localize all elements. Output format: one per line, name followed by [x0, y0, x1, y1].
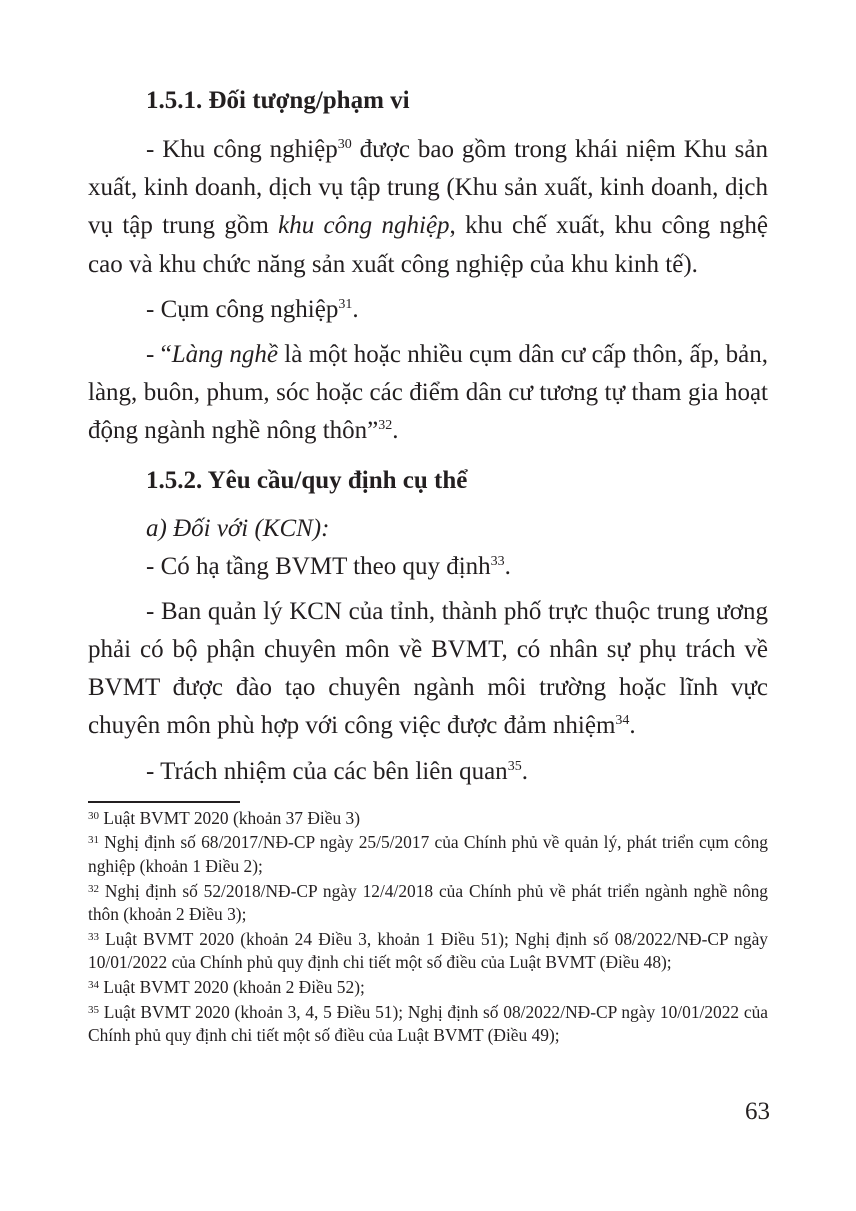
- footnote-32: $^{32}$ Nghị định số 52/2018/NĐ-CP ngày 12/4/2018 của Chính phủ về phát triển ngành nghề nông thôn (khoản 2 Điều 3);: [88, 880, 768, 925]
- footnote-ref-33[interactable]: 33: [490, 553, 505, 569]
- footnote-separator: [88, 801, 240, 803]
- page-number: 63: [745, 1098, 770, 1125]
- footnote-ref-35[interactable]: 35: [507, 758, 522, 774]
- paragraph-ban-quan-ly: - Ban quản lý KCN của tỉnh, thành phố trực thuộc trung ương phải có bộ phận chuyên môn về BVMT, có nhân sự phụ trách về BVMT được đào tạo chuyên ngành môi trường hoặc lĩnh vực chuyên môn phù hợp với công việc được đảm nhiệm$^{34}$.: [88, 597, 768, 740]
- section-heading-1-5-2: 1.5.2. Yêu cầu/quy định cụ thể: [146, 466, 468, 494]
- page-content: [88, 78, 768, 1049]
- section-heading-1-5-1: 1.5.1. Đối tượng/phạm vi: [146, 87, 410, 114]
- footnotes: [88, 807, 768, 1048]
- subheading-kcn: a) Đối với (KCN):: [146, 514, 330, 542]
- footnote-31: $^{31}$ Nghị định số 68/2017/NĐ-CP ngày 25/5/2017 của Chính phủ về quản lý, phát triển cụm công nghiệp (khoản 1 Điều 2);: [88, 832, 768, 877]
- footnote-ref-34[interactable]: 34: [615, 713, 630, 729]
- footnote-34: $^{34}$ Luật BVMT 2020 (khoản 2 Điều 52);: [88, 977, 365, 997]
- footnote-35: $^{35}$ Luật BVMT 2020 (khoản 3, 4, 5 Điều 51); Nghị định số 08/2022/NĐ-CP ngày 10/01/2022 của Chính phủ quy định chi tiết một số điều của Luật BVMT (Điều 49);: [88, 1001, 768, 1046]
- footnote-ref-31[interactable]: 31: [338, 296, 353, 312]
- footnote-33: $^{33}$ Luật BVMT 2020 (khoản 24 Điều 3, khoản 1 Điều 51); Nghị định số 08/2022/NĐ-CP ngày 10/01/2022 của Chính phủ quy định chi tiết một số điều của Luật BVMT (Điều 48);: [88, 928, 768, 973]
- footnote-30: $^{30}$ Luật BVMT 2020 (khoản 37 Điều 3): [88, 807, 360, 828]
- paragraph-trach-nhiem: - Trách nhiệm của các bên liên quan$^{35}$.: [146, 757, 528, 785]
- paragraph-khu-cong-nghiep: - Khu công nghiệp$^{30}$ được bao gồm trong khái niệm Khu sản xuất, kinh doanh, dịch vụ tập trung (Khu sản xuất, kinh doanh, dịch vụ tập trung gồm khu công nghiệp, khu chế xuất, khu công nghệ cao và khu chức năng sản xuất công nghiệp của khu kinh tế).: [88, 136, 769, 278]
- paragraph-cum-cong-nghiep: - Cụm công nghiệp$^{31}$.: [146, 295, 359, 323]
- paragraph-ha-tang: - Có hạ tầng BVMT theo quy định$^{33}$.: [146, 552, 511, 580]
- paragraph-lang-nghe: - “Làng nghề là một hoặc nhiều cụm dân cư cấp thôn, ấp, bản, làng, buôn, phum, sóc hoặc các điểm dân cư tương tự tham gia hoạt động ngành nghề nông thôn”$^{32}$.: [88, 341, 769, 445]
- footnote-ref-32[interactable]: 32: [378, 418, 393, 434]
- footnote-ref-30[interactable]: 30: [337, 137, 352, 152]
